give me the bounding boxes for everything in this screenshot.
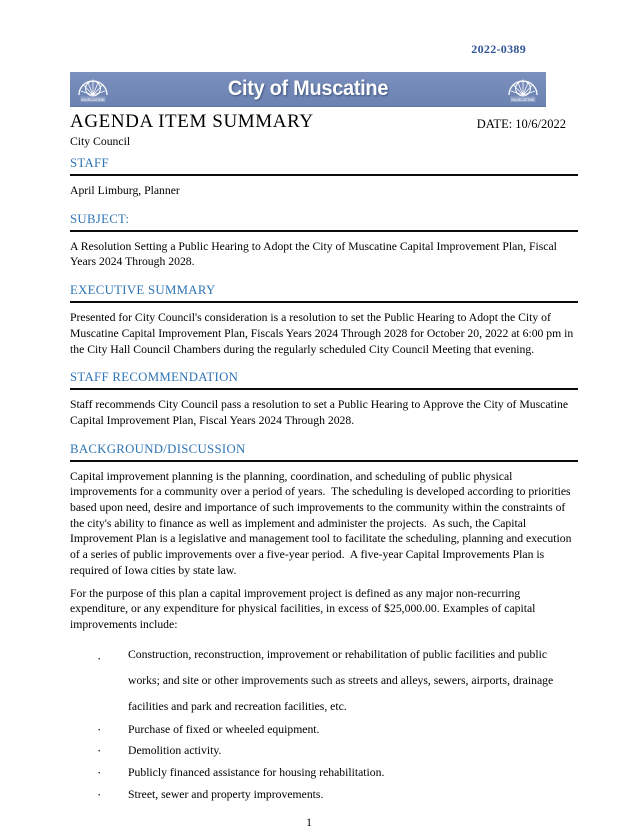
- city-seal-icon: [76, 74, 110, 105]
- bullet-list: [70, 642, 578, 803]
- section-heading: EXECUTIVE SUMMARY: [70, 283, 578, 303]
- document-number: 2022-0389: [471, 42, 526, 56]
- paragraph: For the purpose of this plan a capital improvement project is defined as any major non-recurring expenditure, or any expenditure for physical facilities, in excess of $25,000.00. Examples of capital improvements include:: [70, 586, 539, 631]
- bullet-item: · Street, sewer and property improvements.: [70, 787, 578, 803]
- section-subject: [70, 212, 578, 270]
- paragraph: Presented for City Council's consideration is a resolution to set the Public Hearing to Adopt the City of Muscatine Capital Improvement Plan, Fiscals Years 2024 Through 2028 for October 20, 2022 at 6:00 pm in the City Hall Council Chambers during the regularly scheduled City Council Meeting that evening.: [70, 311, 577, 356]
- city-seal-icon: [506, 74, 540, 105]
- paragraph: Staff recommends City Council pass a resolution to set a Public Hearing to Approve the City of Muscatine Capital Improvement Plan, Fiscal Years 2024 Through 2028.: [70, 398, 571, 427]
- section-heading: STAFF RECOMMENDATION: [70, 370, 578, 390]
- section-background-discussion: [70, 442, 578, 803]
- bullet-item: · Publicly financed assistance for housing rehabilitation.: [70, 765, 578, 781]
- header-banner: [70, 72, 546, 107]
- page-title: AGENDA ITEM SUMMARY: [70, 111, 314, 132]
- date-label: DATE: 10/6/2022: [476, 117, 566, 131]
- logo-caption: MUSCATINE: [511, 96, 535, 102]
- section-executive-summary: [70, 283, 578, 357]
- paragraph: April Limburg, Planner: [70, 184, 180, 197]
- bullet-item: · Demolition activity.: [70, 743, 578, 759]
- section-staff-recommendation: [70, 370, 578, 428]
- section-heading: BACKGROUND/DISCUSSION: [70, 442, 578, 462]
- section-staff: [70, 156, 578, 199]
- banner-title: City of Muscatine: [227, 77, 389, 100]
- page-number: 1: [306, 816, 312, 829]
- document-subtitle: City Council: [70, 135, 131, 148]
- bullet-item: · Purchase of fixed or wheeled equipment.: [70, 722, 578, 738]
- paragraph: Capital improvement planning is the planning, coordination, and scheduling of public physical improvements for a community over a period of years. The scheduling is developed according to priorities based upon need, desire and importance of such improvements to the community within the constraints of the city's ability to finance as well as implement and administer the projects. As such, the Capital Improvement Plan is a legislative and management tool to facilitate the scheduling, planning and execution of a series of public improvements over a five-year period. A five-year Capital Improvements Plan is required of Iowa cities by state law.: [70, 469, 575, 577]
- paragraph: A Resolution Setting a Public Hearing to Adopt the City of Muscatine Capital Improvement Plan, Fiscal Years 2024 Through 2028.: [70, 239, 560, 269]
- section-heading: STAFF: [70, 156, 578, 176]
- logo-caption: MUSCATINE: [81, 96, 105, 102]
- title-row: [70, 111, 578, 133]
- section-heading: SUBJECT:: [70, 212, 578, 232]
- bullet-item: · Construction, reconstruction, improvement or rehabilitation of public facilities and public works; and site or other improvements such as streets and alleys, sewers, airports, drainage facilities and park and recreation facilities, etc.: [70, 642, 578, 720]
